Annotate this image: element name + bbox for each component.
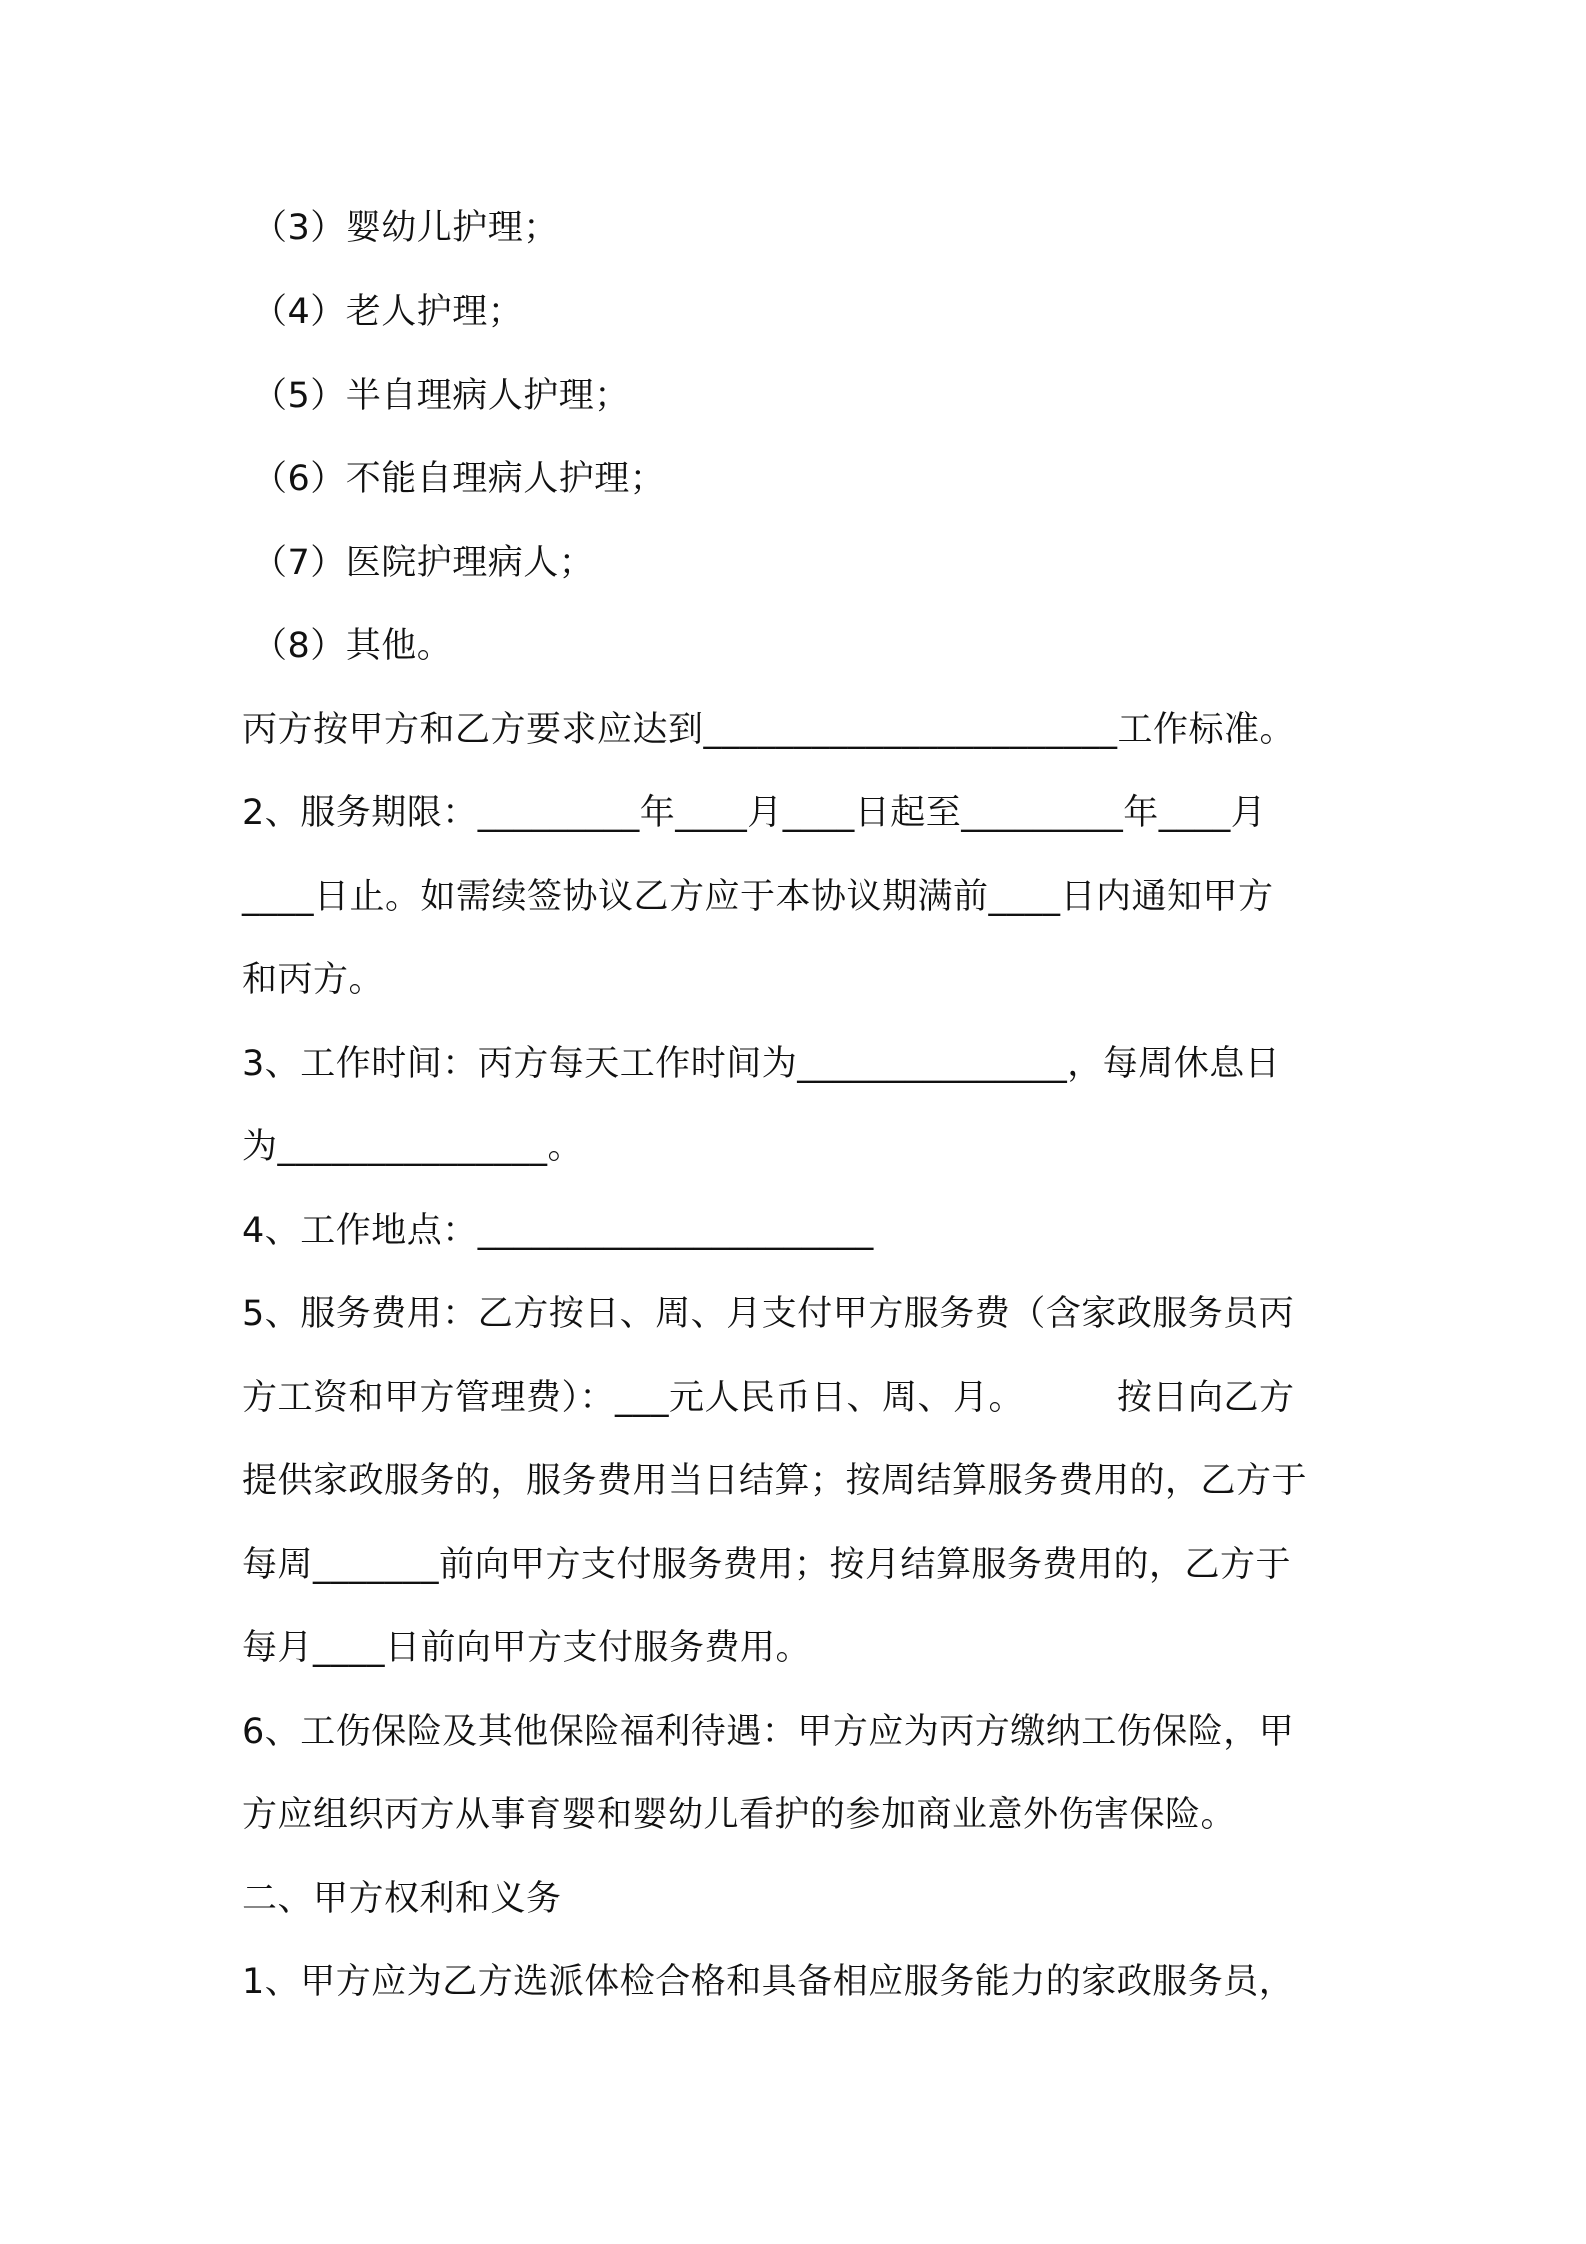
list-item-non-self-care: （6）不能自理病人护理； [252,459,666,499]
paragraph-work-standard: 丙方按甲方和乙方要求应达到_______________________工作标准。 [242,710,1296,750]
party-a-clause-1: 1、甲方应为乙方选派体检合格和具备相应服务能力的家政服务员， [242,1962,1295,2002]
clause-5-continued: 每月____日前向甲方支付服务费用。 [242,1628,812,1668]
clause-6-insurance: 6、工伤保险及其他保险福利待遇：甲方应为丙方缴纳工伤保险，甲 [242,1712,1295,1752]
clause-6-continued: 方应组织丙方从事育婴和婴幼儿看护的参加商业意外伤害保险。 [242,1795,1237,1835]
list-item-hospital-care: （7）医院护理病人； [252,543,595,583]
clause-5-continued: 方工资和甲方管理费）：___元人民币日、周、月。 按日向乙方 [242,1378,1295,1418]
clause-2-service-period: 2、服务期限：_________年____月____日起至_________年____月 [242,793,1267,833]
clause-4-work-location: 4、工作地点：______________________ [242,1211,874,1251]
clause-5-continued: 提供家政服务的，服务费用当日结算；按周结算服务费用的，乙方于 [242,1461,1308,1501]
clause-2-continued: 和丙方。 [242,960,385,1000]
list-item-semi-self-care: （5）半自理病人护理； [252,376,630,416]
list-item-other: （8）其他。 [252,626,453,666]
clause-2-continued: ____日止。如需续签协议乙方应于本协议期满前____日内通知甲方 [242,877,1274,917]
list-item-infant-care: （3）婴幼儿护理； [252,208,559,248]
clause-5-service-fee: 5、服务费用：乙方按日、周、月支付甲方服务费（含家政服务员丙 [242,1294,1295,1334]
clause-3-work-time: 3、工作时间：丙方每天工作时间为_______________，每周休息日 [242,1044,1281,1084]
clause-3-continued: 为_______________。 [242,1127,584,1167]
clause-5-continued: 每周_______前向甲方支付服务费用；按月结算服务费用的，乙方于 [242,1545,1292,1585]
section-heading-party-a-rights: 二、甲方权利和义务 [242,1879,562,1919]
list-item-elderly-care: （4）老人护理； [252,292,524,332]
